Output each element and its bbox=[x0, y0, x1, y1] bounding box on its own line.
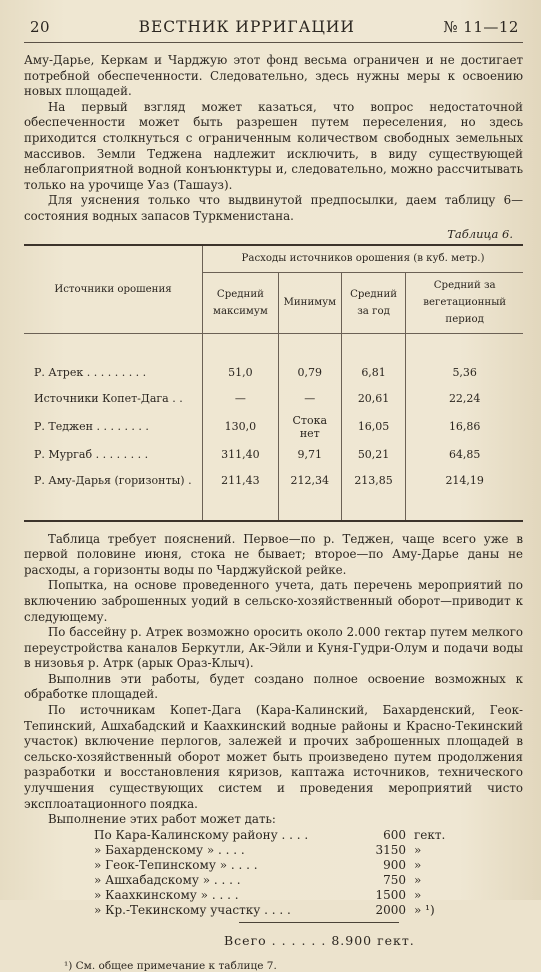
table-cell: 5,36 bbox=[406, 360, 523, 386]
table-row bbox=[24, 468, 523, 494]
totals-label: » Геок-Тепинскому » . . . . bbox=[94, 857, 258, 872]
table-cell: 64,85 bbox=[406, 442, 523, 468]
list-item bbox=[94, 903, 454, 918]
paragraph: Таблица требует пояснений. Первое—по р. Теджен, чаще всего уже в первой половине июня, стока не бывает; второе—по Аму-Дарье даны не расходы, а горизонты воды по Чарджуйской рейке. bbox=[24, 531, 523, 577]
paragraph: Аму-Дарье, Керкам и Чарджую этот фонд весьма ограничен и не достигает потребной обеспеченности. Следовательно, здесь нужны меры к освоению новых площадей. bbox=[24, 53, 523, 99]
total-sum: Всего . . . . . . 8.900 гект. bbox=[224, 932, 415, 948]
paragraph: Выполнив эти работы, будет создано полное освоение возможных к обработке площадей. bbox=[24, 671, 523, 702]
table-row bbox=[24, 442, 523, 468]
row-label: Р. Мургаб . . . . . . . . bbox=[34, 448, 149, 462]
table-cell: 9,71 bbox=[278, 442, 341, 468]
column-header: Минимум bbox=[278, 272, 341, 333]
table-cell: — bbox=[203, 386, 279, 412]
totals-value: 3150 bbox=[375, 842, 406, 857]
sum-divider bbox=[239, 922, 399, 923]
totals-label: » Каахкинскому » . . . . bbox=[94, 887, 239, 902]
table-cell: 16,86 bbox=[406, 412, 523, 442]
row-label: Р. Теджен . . . . . . . . bbox=[34, 420, 149, 434]
table-cell: 211,43 bbox=[203, 468, 279, 494]
table-cell: Стока нет bbox=[278, 412, 341, 442]
totals-unit: гект. bbox=[414, 827, 446, 842]
list-item bbox=[94, 828, 454, 843]
table-cell: — bbox=[278, 386, 341, 412]
column-header: Средний максимум bbox=[203, 272, 279, 333]
journal-title: ВЕСТНИК ИРРИГАЦИИ bbox=[138, 18, 355, 36]
column-header: Средний за вегетационный период bbox=[406, 272, 523, 333]
totals-unit: » bbox=[414, 842, 422, 857]
list-item bbox=[94, 843, 454, 858]
totals-value: 1500 bbox=[375, 887, 406, 902]
water-resources-table bbox=[24, 244, 523, 522]
totals-label: » Кр.-Текинскому участку . . . . bbox=[94, 902, 291, 917]
column-group-header: Расходы источников орошения (в куб. метр.) bbox=[203, 245, 524, 273]
paragraph: По бассейну р. Атрек возможно оросить около 2.000 гектар путем мелкого переустройства каналов Беркутли, Ак-Эйли и Куня-Гудри-Олум и подачи воды в низовья р. Атрк (арык Ораз-Клыч). bbox=[24, 625, 523, 671]
table-cell: 51,0 bbox=[203, 360, 279, 386]
totals-label: По Кара-Калинскому району . . . . bbox=[94, 827, 309, 842]
totals-unit: » ¹) bbox=[414, 902, 435, 917]
table-caption: Таблица 6. bbox=[447, 226, 513, 241]
totals-value: 900 bbox=[383, 857, 406, 872]
column-header: Средний за год bbox=[341, 272, 406, 333]
table-cell: 20,61 bbox=[341, 386, 406, 412]
paragraph: По источникам Копет-Дага (Кара-Калинский, Бахарденский, Геок-Тепинский, Ашхабадский и Каахкинский водные районы и Красно-Текинский участок) включение перлогов, залежей и прочих заброшенных площадей в сельско-хозяйственный оборот может быть произведено путем продолжения разработки и восстановления кяризов, каптажа источников, технического улучшения существующих систем и проведения мероприятий чисто эксплоатационного поядка. bbox=[24, 703, 523, 811]
totals-unit: » bbox=[414, 872, 422, 887]
table-cell: 212,34 bbox=[278, 468, 341, 494]
table-cell: 130,0 bbox=[203, 412, 279, 442]
totals-label: » Ашхабадскому » . . . . bbox=[94, 872, 241, 887]
issue-number: № 11—12 bbox=[443, 18, 519, 36]
paragraph: На первый взгляд может казаться, что вопрос недостаточной обеспеченности может быть разрешен путем переселения, но здесь приходится столкнуться с ограниченным количеством свободных земельных массивов. Земли Теджена надлежит исключить, в виду существующей неблагоприятной водной конъюнктуры и, следовательно, можно рассчитывать только на урочище Уаз (Ташауз). bbox=[24, 99, 523, 192]
table-row bbox=[24, 412, 523, 442]
row-label: Р. Аму-Дарья (горизонты) . bbox=[34, 474, 192, 488]
row-label: Источники Копет-Дага . . bbox=[34, 392, 183, 406]
page-header bbox=[24, 14, 523, 43]
row-label: Р. Атрек . . . . . . . . . bbox=[34, 366, 147, 380]
totals-unit: » bbox=[414, 887, 422, 902]
table-cell: 16,05 bbox=[341, 412, 406, 442]
totals-unit: » bbox=[414, 857, 422, 872]
table-cell: 0,79 bbox=[278, 360, 341, 386]
page-number: 20 bbox=[30, 18, 51, 36]
table-cell: 50,21 bbox=[341, 442, 406, 468]
totals-label: » Бахарденскому » . . . . bbox=[94, 842, 245, 857]
table-row bbox=[24, 360, 523, 386]
totals-value: 2000 bbox=[375, 902, 406, 917]
table-cell: 22,24 bbox=[406, 386, 523, 412]
table-cell: 214,19 bbox=[406, 468, 523, 494]
list-item bbox=[94, 858, 454, 873]
footnote: ¹) См. общее примечание к таблице 7. bbox=[64, 959, 277, 972]
area-totals-list bbox=[94, 828, 454, 918]
table-row bbox=[24, 386, 523, 412]
totals-value: 750 bbox=[383, 872, 406, 887]
paragraph: Выполнение этих работ может дать: bbox=[48, 812, 276, 827]
paragraph: Попытка, на основе проведенного учета, дать перечень мероприятий по включению заброшенных уодий в сельско-хозяйственный оборот—приводит к следующему. bbox=[24, 578, 523, 624]
column-header-source: Источники орошения bbox=[24, 245, 203, 334]
paragraph: Для уяснения только что выдвинутой предпосылки, даем таблицу 6—состояния водных запасов Туркменистана. bbox=[24, 193, 523, 223]
list-item bbox=[94, 888, 454, 903]
table-cell: 213,85 bbox=[341, 468, 406, 494]
table-cell: 6,81 bbox=[341, 360, 406, 386]
list-item bbox=[94, 873, 454, 888]
totals-value: 600 bbox=[383, 827, 406, 842]
table-cell: 311,40 bbox=[203, 442, 279, 468]
